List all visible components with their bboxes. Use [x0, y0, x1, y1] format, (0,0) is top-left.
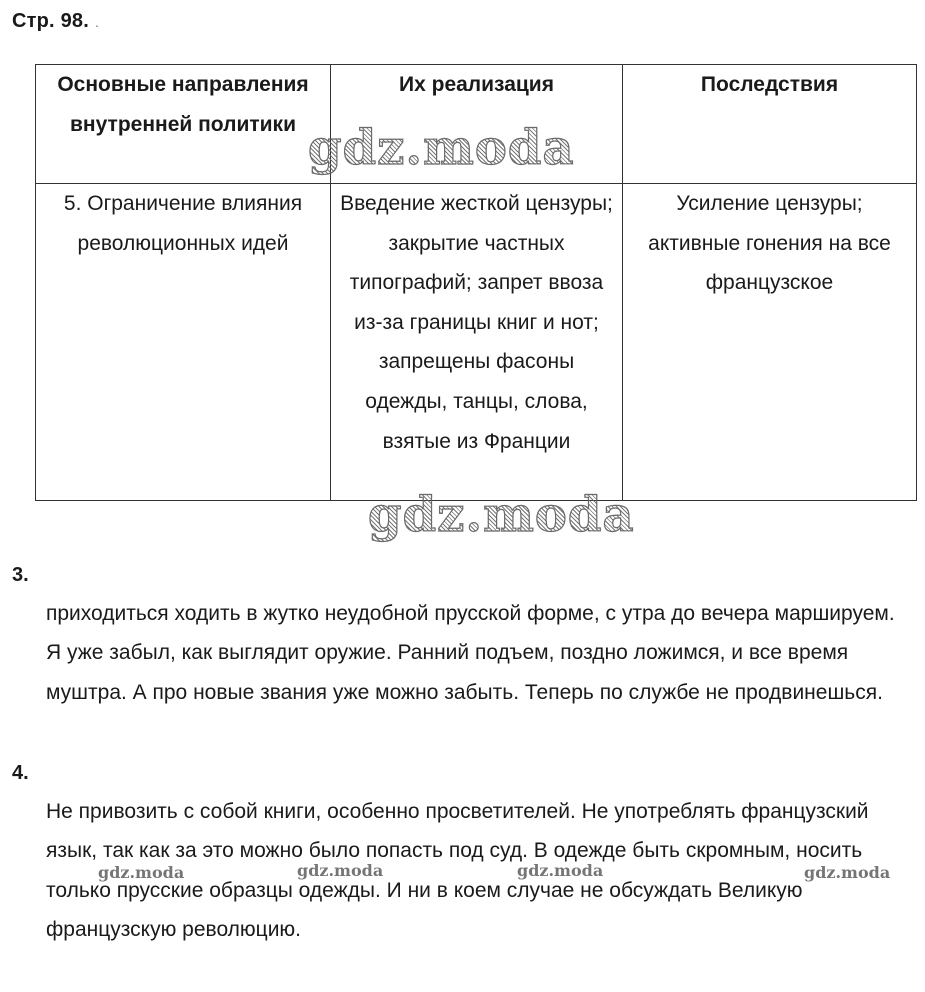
- table-header-directions: Основные направления внутренней политики: [36, 65, 331, 184]
- watermark-logo: gdz.moda: [517, 861, 604, 880]
- page-heading: [12, 10, 99, 33]
- watermark-logo: gdz.moda: [804, 863, 891, 882]
- task-3-number: 3.: [12, 564, 29, 586]
- page-heading-text: Стр. 98.: [12, 10, 89, 32]
- task-3-text: приходиться ходить в жутко неудобной прусской форме, с утра до вечера маршируем. Я уже забыл, как выглядит оружие. Ранний подъем, поздно ложимся, и все время муштра. А про новые звания уже можно забыть. Теперь по службе не продвинешься.: [46, 602, 895, 704]
- watermark-logo: gdz.moda: [308, 120, 575, 176]
- table-cell-direction: 5. Ограничение влияния революционных идей: [36, 184, 331, 501]
- task-4-number: 4.: [12, 762, 29, 784]
- watermark-logo: gdz.moda: [98, 863, 185, 882]
- table-row: [36, 184, 917, 501]
- task-4-text: Не привозить с собой книги, особенно просветителей. Не употреблять французский язык, так как за это можно было попасть под суд. В одежде быть скромным, носить только прусские образцы одежды. И ни в коем случае не обсуждать Великую французскую революцию.: [46, 800, 869, 942]
- table-header-row: [36, 65, 917, 184]
- table-cell-consequence: Усиление цензуры; активные гонения на все французское: [623, 184, 917, 501]
- watermark-logo: gdz.moda: [297, 861, 384, 880]
- table-header-consequences: Последствия: [623, 65, 917, 184]
- table-header-implementation: Их реализация: [331, 65, 623, 184]
- page-heading-mark: .: [94, 14, 100, 30]
- table-cell-implementation: Введение жесткой цензуры; закрытие частных типографий; запрет ввоза из-за границы книг и нот; запрещены фасоны одежды, танцы, слова, взятые из Франции: [331, 184, 623, 501]
- answer-table: [35, 64, 917, 501]
- watermark-logo: gdz.moda: [368, 487, 635, 543]
